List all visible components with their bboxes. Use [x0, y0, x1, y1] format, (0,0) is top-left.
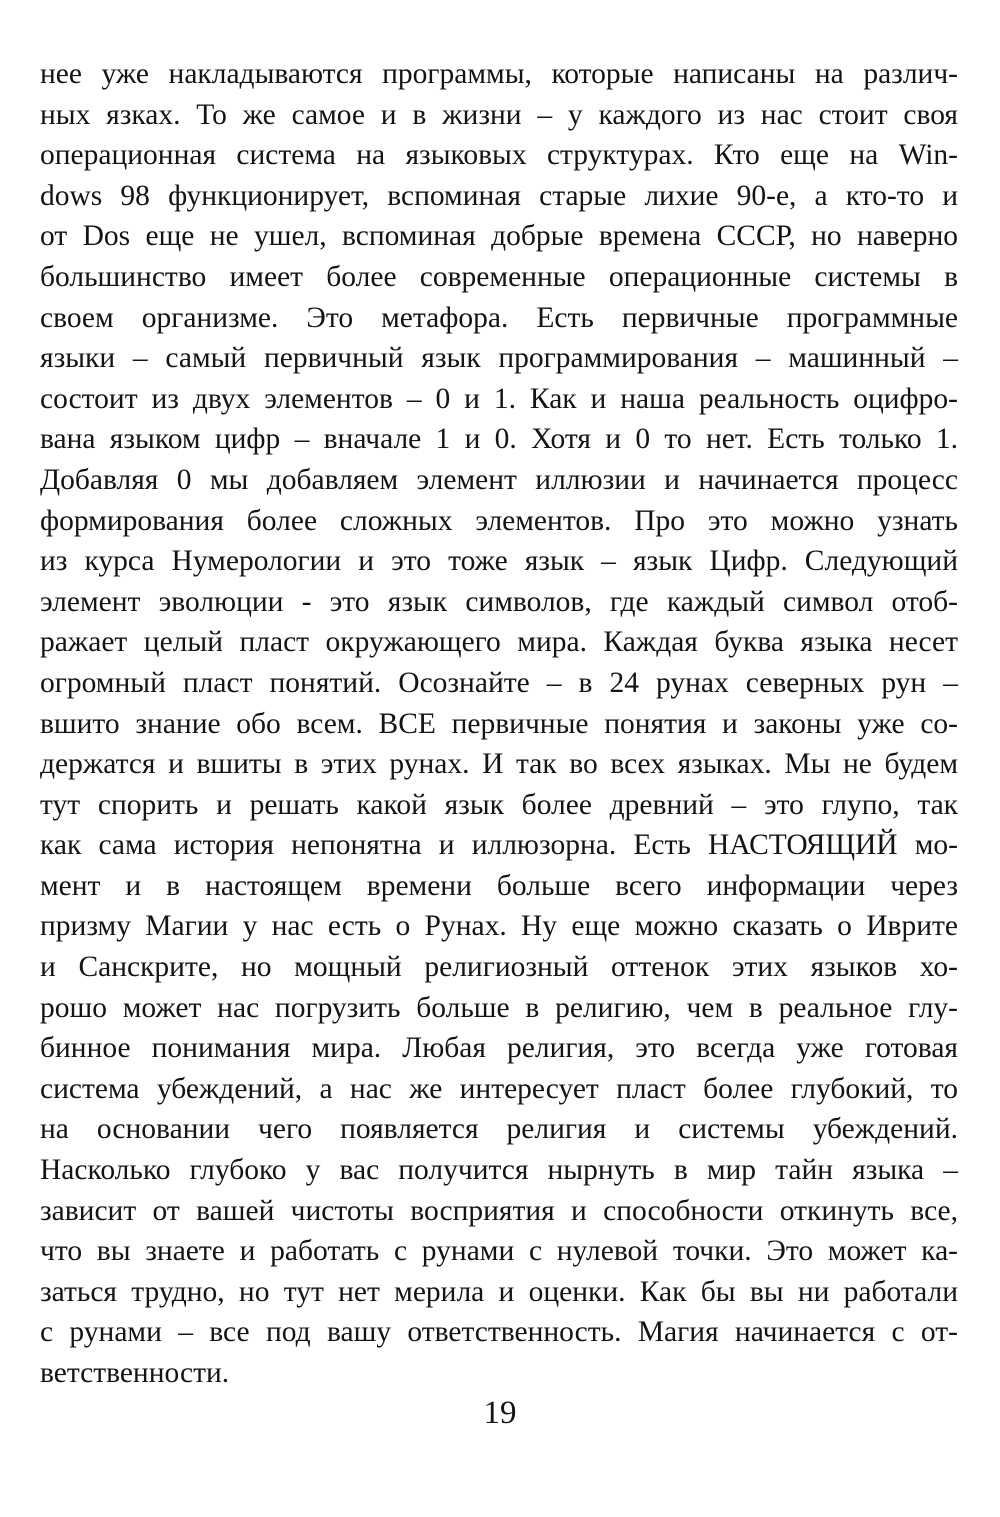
text-line: тут спорить и решать какой язык более древний – это глупо, так — [40, 788, 958, 821]
text-line: держатся и вшиты в этих рунах. И так во всех языках. Мы не будем — [40, 748, 958, 781]
text-line: рошо может нас погрузить больше в религию, чем в реальное глу- — [40, 991, 958, 1024]
text-line: как сама история непонятна и иллюзорна. Есть НАСТОЯЩИЙ мо- — [40, 829, 958, 862]
text-line: из курса Нумерологии и это тоже язык – язык Цифр. Следующий — [40, 545, 958, 578]
text-line: языки – самый первичный язык программирования – машинный – — [40, 342, 958, 375]
text-line: система убеждений, а нас же интересует пласт более глубокий, то — [40, 1072, 958, 1105]
text-line: на основании чего появляется религия и системы убеждений. — [40, 1113, 958, 1146]
body-text — [40, 54, 958, 1394]
text-line: Насколько глубоко у вас получится нырнуть в мир тайн языка – — [40, 1154, 958, 1187]
text-line: огромный пласт понятий. Осознайте – в 24 рунах северных рун – — [40, 666, 958, 699]
text-line: большинство имеет более современные операционные системы в — [40, 260, 958, 293]
text-line: нее уже накладываются программы, которые написаны на различ- — [40, 58, 958, 90]
text-line: операционная система на языковых структурах. Кто еще на Win- — [40, 139, 958, 172]
text-line: ветственности. — [40, 1357, 230, 1389]
text-line: своем организме. Это метафора. Есть первичные программные — [40, 301, 958, 334]
text-line: мент и в настоящем времени больше всего информации через — [40, 869, 958, 902]
text-line: зависит от вашей чистоты восприятия и способности откинуть все, — [40, 1194, 958, 1227]
text-line: с рунами – все под вашу ответственность. Магия начинается с от- — [40, 1316, 958, 1349]
text-line: вшито знание обо всем. ВСЕ первичные понятия и законы уже со- — [40, 707, 958, 740]
text-line: заться трудно, но тут нет мерила и оценки. Как бы вы ни работали — [40, 1275, 958, 1308]
text-line: бинное понимания мира. Любая религия, это всегда уже готовая — [40, 1032, 958, 1065]
text-line: ных язках. То же самое и в жизни – у каждого из нас стоит своя — [40, 98, 958, 131]
text-line: вана языком цифр – вначале 1 и 0. Хотя и 0 то нет. Есть только 1. — [40, 423, 958, 456]
text-line: призму Магии у нас есть о Рунах. Ну еще можно сказать о Иврите — [40, 910, 958, 943]
text-line: и Санскрите, но мощный религиозный оттенок этих языков хо- — [40, 951, 958, 984]
text-line: элемент эволюции - это язык символов, где каждый символ отоб- — [40, 585, 958, 618]
text-line: ражает целый пласт окружающего мира. Каждая буква языка несет — [40, 626, 958, 659]
text-line: формирования более сложных элементов. Про это можно узнать — [40, 504, 958, 537]
page-number: 19 — [483, 1395, 517, 1431]
text-line: что вы знаете и работать с рунами с нулевой точки. Это может ка- — [40, 1235, 958, 1268]
text-line: состоит из двух элементов – 0 и 1. Как и наша реальность оцифро- — [40, 382, 958, 415]
text-line: dows 98 функционирует, вспоминая старые лихие 90-е, а кто-то и — [40, 179, 958, 212]
text-line: Добавляя 0 мы добавляем элемент иллюзии и начинается процесс — [40, 463, 958, 496]
text-line: от Dos еще не ушел, вспоминая добрые времена СССР, но наверно — [40, 220, 958, 253]
